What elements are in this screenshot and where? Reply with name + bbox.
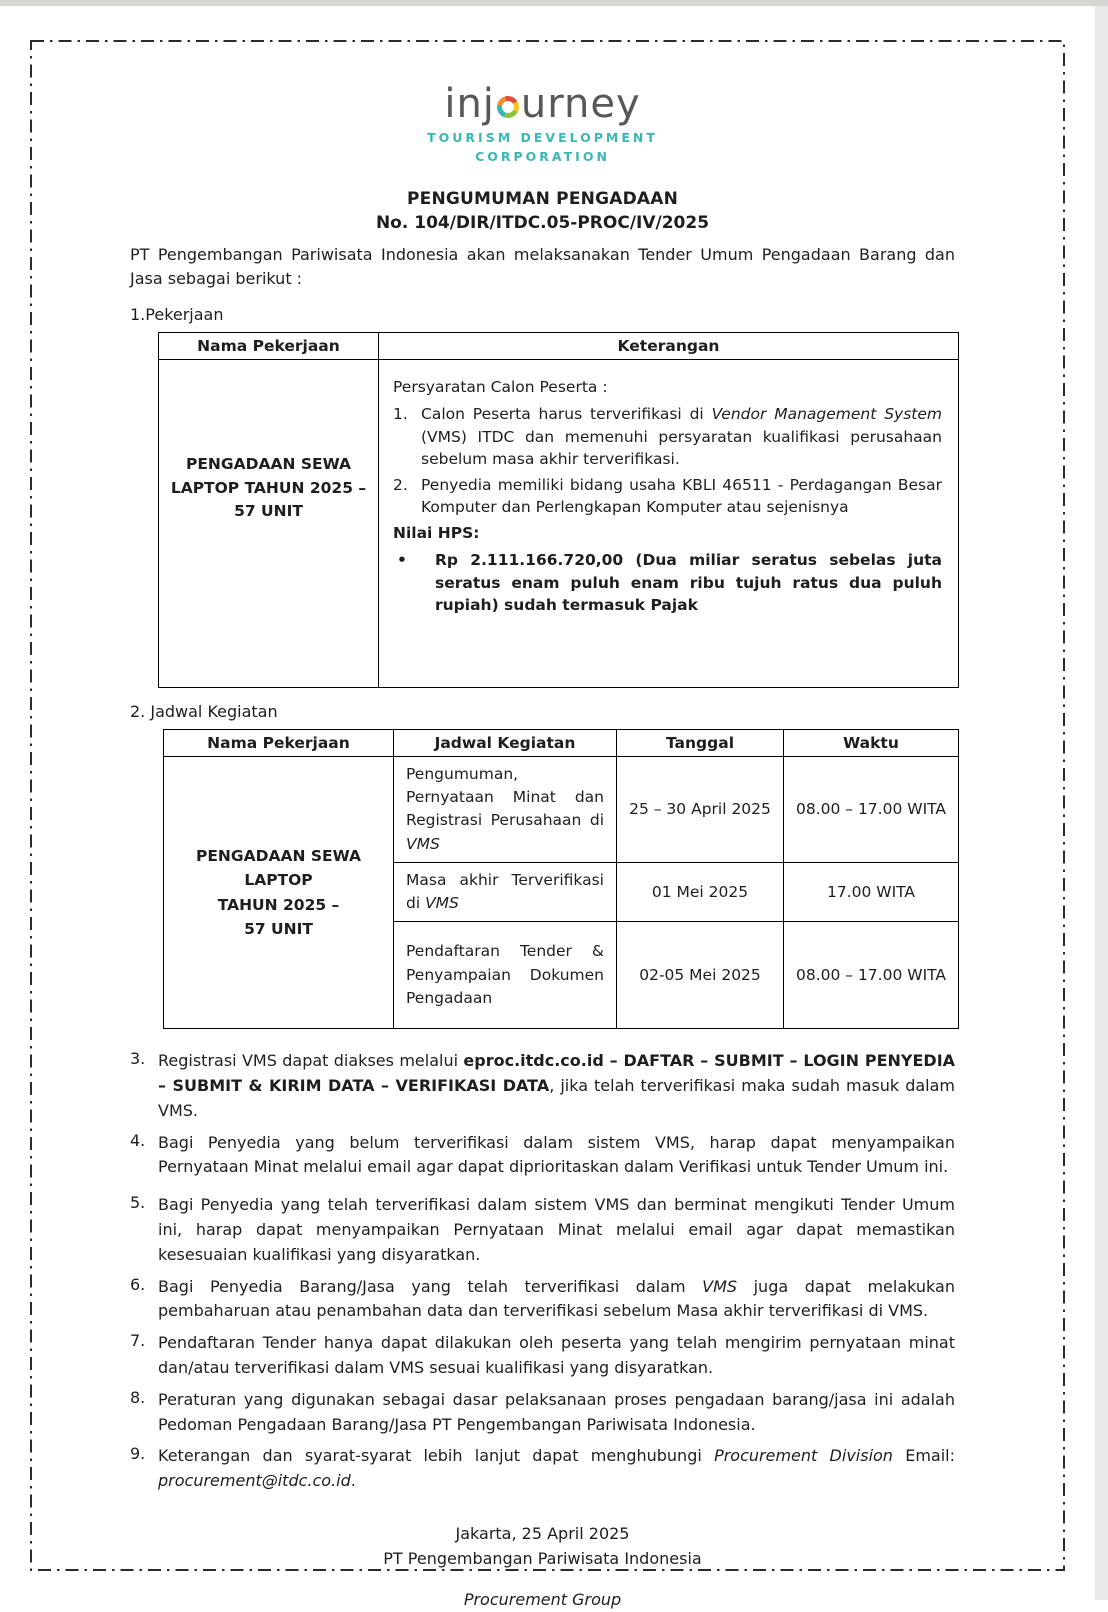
note-number: 8. bbox=[130, 1387, 146, 1407]
document-page bbox=[30, 40, 1065, 1609]
note-number: 3. bbox=[130, 1049, 146, 1069]
schedule-time-cell: 08.00 – 17.00 WITA bbox=[784, 756, 959, 862]
requirement-item bbox=[389, 474, 942, 519]
schedule-row-1 bbox=[164, 756, 959, 862]
signature-block bbox=[130, 1522, 955, 1612]
note-text: Peraturan yang digunakan sebagai dasar pelaksanaan proses pengadaan barang/jasa ini adalah Pedoman Pengadaan Barang/Jasa PT Pengembangan Pariwisata Indonesia. bbox=[158, 1389, 955, 1434]
logo-subtitle-line1: TOURISM DEVELOPMENT bbox=[427, 130, 658, 145]
requirement-number: 1. bbox=[393, 405, 408, 424]
requirement-text: Calon Peserta harus terverifikasi di Vendor Management System (VMS) ITDC dan memenuhi persyaratan kualifikasi perusahaan sebelum masa akhir terverifikasi. bbox=[421, 405, 942, 469]
intro-paragraph: PT Pengembangan Pariwisata Indonesia akan melaksanakan Tender Umum Pengadaan Barang dan Jasa sebagai berikut : bbox=[130, 244, 955, 288]
schedule-table-header-row bbox=[164, 729, 959, 756]
note-item-6 bbox=[130, 1275, 955, 1325]
hps-value-row bbox=[389, 549, 942, 616]
requirement-number: 2. bbox=[393, 475, 408, 494]
requirements-cell bbox=[379, 359, 959, 687]
work-table-body-row bbox=[159, 359, 959, 687]
work-table-header-keterangan: Keterangan bbox=[379, 332, 959, 359]
logo-wordmark-pre: inj bbox=[444, 81, 495, 127]
logo-subtitle bbox=[130, 128, 955, 167]
note-number: 7. bbox=[130, 1331, 146, 1351]
note-number: 5. bbox=[130, 1193, 146, 1213]
work-table-header-nama: Nama Pekerjaan bbox=[159, 332, 379, 359]
announcement-title: PENGUMUMAN PENGADAAN bbox=[406, 188, 679, 209]
schedule-date-cell: 01 Mei 2025 bbox=[617, 862, 784, 922]
requirement-item bbox=[389, 403, 942, 470]
company-name: PT Pengembangan Pariwisata Indonesia bbox=[383, 1548, 702, 1568]
note-text: Keterangan dan syarat-syarat lebih lanjut dapat menghubungi Procurement Division Email: procurement@itdc.co.id. bbox=[158, 1446, 955, 1491]
requirements-title: Persyaratan Calon Peserta : bbox=[393, 377, 608, 396]
note-text: Bagi Penyedia Barang/Jasa yang telah terverifikasi dalam VMS juga dapat melakukan pembaharuan atau penambahan data dan terverifikasi sebelum Masa akhir terverifikasi di VMS. bbox=[158, 1276, 955, 1321]
schedule-time-cell: 08.00 – 17.00 WITA bbox=[784, 922, 959, 1029]
work-table bbox=[158, 332, 959, 688]
place-date: Jakarta, 25 April 2025 bbox=[455, 1524, 630, 1543]
bullet-icon: • bbox=[397, 551, 407, 570]
section-2-heading: 2. Jadwal Kegiatan bbox=[130, 701, 278, 721]
note-number: 6. bbox=[130, 1274, 146, 1294]
notes-list bbox=[130, 1049, 955, 1494]
schedule-header-nama: Nama Pekerjaan bbox=[164, 729, 394, 756]
note-item-5 bbox=[130, 1193, 955, 1267]
note-number: 9. bbox=[130, 1444, 146, 1464]
schedule-table bbox=[163, 729, 959, 1030]
note-text: Registrasi VMS dapat diakses melalui eproc.itdc.co.id – DAFTAR – SUBMIT – LOGIN PENYEDIA – SUBMIT & KIRIM DATA – VERIFIKASI DATA, jika telah terverifikasi maka sudah masuk dalam VMS. bbox=[158, 1051, 956, 1120]
schedule-activity-cell: Masa akhir Terverifikasi di VMS bbox=[394, 862, 617, 922]
schedule-time-cell: 17.00 WITA bbox=[784, 862, 959, 922]
hps-value-text: Rp 2.111.166.720,00 (Dua miliar seratus sebelas juta seratus enam puluh enam ribu tujuh ratus dua puluh rupiah) sudah termasuk Pajak bbox=[435, 551, 942, 614]
job-name-cell: PENGADAAN SEWA LAPTOP TAHUN 2025 – 57 UNIT bbox=[159, 359, 379, 687]
scan-edge-top bbox=[0, 0, 1108, 6]
requirement-text: Penyedia memiliki bidang usaha KBLI 46511 - Perdagangan Besar Komputer dan Perlengkapan Komputer atau sejenisnya bbox=[421, 475, 942, 517]
schedule-header-waktu: Waktu bbox=[784, 729, 959, 756]
schedule-date-cell: 02-05 Mei 2025 bbox=[617, 922, 784, 1029]
scan-edge-right bbox=[1095, 6, 1108, 1600]
document-number: No. 104/DIR/ITDC.05-PROC/IV/2025 bbox=[375, 212, 710, 233]
note-text: Pendaftaran Tender hanya dapat dilakukan oleh peserta yang telah mengirim pernyataan minat dan/atau terverifikasi dalam VMS sesuai kualifikasi yang disyaratkan. bbox=[158, 1333, 955, 1378]
logo-wordmark-post: urney bbox=[520, 81, 641, 127]
note-text: Bagi Penyedia yang belum terverifikasi dalam sistem VMS, harap dapat menyampaikan Pernyataan Minat melalui email agar dapat diprioritaskan dalam Verifikasi untuk Tender Umum ini. bbox=[158, 1132, 955, 1177]
section-1-heading: 1.Pekerjaan bbox=[130, 304, 224, 324]
logo-wordmark bbox=[130, 81, 955, 127]
note-item-9 bbox=[130, 1444, 955, 1494]
note-number: 4. bbox=[130, 1130, 146, 1150]
schedule-header-tanggal: Tanggal bbox=[617, 729, 784, 756]
schedule-header-jadwal: Jadwal Kegiatan bbox=[394, 729, 617, 756]
schedule-activity-cell: Pendaftaran Tender & Penyampaian Dokumen Pengadaan bbox=[394, 922, 617, 1029]
logo-subtitle-line2: CORPORATION bbox=[475, 149, 610, 165]
note-item-8 bbox=[130, 1388, 955, 1438]
procurement-group-label: Procurement Group bbox=[463, 1589, 622, 1609]
note-text: Bagi Penyedia yang telah terverifikasi dalam sistem VMS dan berminat mengikuti Tender Umum ini, harap dapat menyampaikan Pernyataan Minat melalui email agar dapat memastikan kesesuaian kualifikasi yang disyaratkan. bbox=[158, 1195, 955, 1264]
schedule-date-cell: 25 – 30 April 2025 bbox=[617, 756, 784, 862]
injourney-logo bbox=[130, 81, 955, 167]
work-table-header-row bbox=[159, 332, 959, 359]
logo-o-ring-icon bbox=[497, 96, 519, 118]
note-item-7 bbox=[130, 1331, 955, 1381]
note-item-4 bbox=[130, 1131, 955, 1181]
note-item-3 bbox=[130, 1049, 955, 1123]
hps-label: Nilai HPS: bbox=[393, 523, 480, 542]
schedule-job-name-cell: PENGADAAN SEWA LAPTOP TAHUN 2025 – 57 UNIT bbox=[164, 756, 394, 1029]
schedule-activity-cell: Pengumuman, Pernyataan Minat dan Registrasi Perusahaan di VMS bbox=[394, 756, 617, 862]
